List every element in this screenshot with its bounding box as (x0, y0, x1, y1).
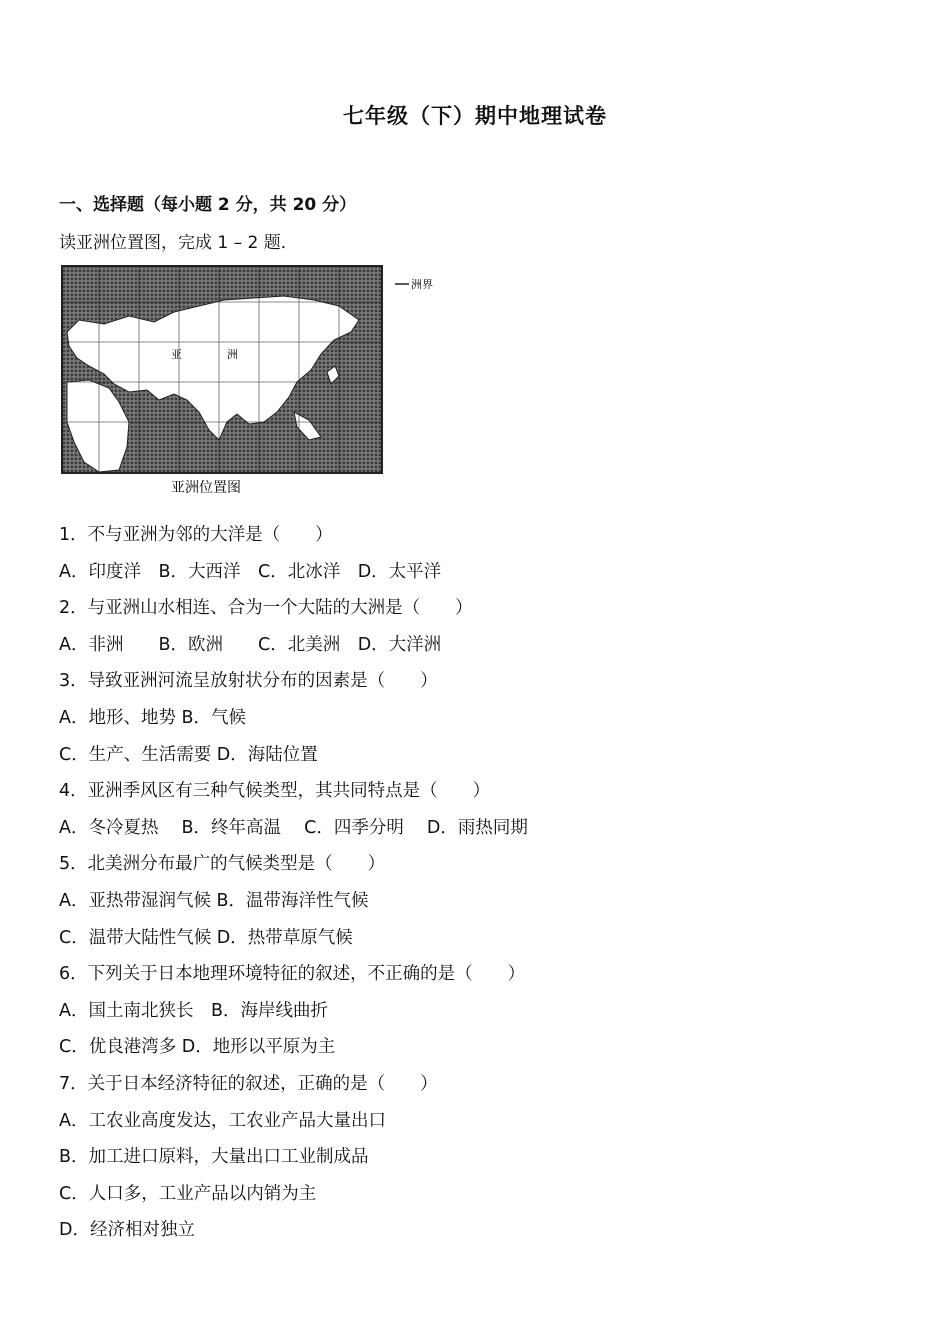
option-line: A．非洲 B．欧洲 C．北美洲 D．大洋洲 (59, 634, 442, 655)
question-line: 7．关于日本经济特征的叙述，正确的是（ ） (59, 1073, 438, 1094)
page-title: 七年级（下）期中地理试卷 (343, 104, 607, 128)
question-intro: 读亚洲位置图，完成 1 – 2 题． (59, 233, 298, 253)
option-line: A．亚热带湿润气候 B．温带海洋性气候 (59, 890, 369, 911)
option-line: C．生产、生活需要 D．海陆位置 (59, 744, 318, 765)
map-label-zhou: 洲 (227, 348, 238, 361)
option-line: D．经济相对独立 (59, 1220, 195, 1241)
option-line: A．地形、地势 B．气候 (59, 707, 247, 728)
section-heading: 一、选择题（每小题 2 分，共 20 分） (59, 195, 357, 215)
option-line: C．人口多，工业产品以内销为主 (59, 1183, 317, 1204)
option-line: A．印度洋 B．大西洋 C．北冰洋 D．太平洋 (59, 561, 442, 582)
question-line: 1．不与亚洲为邻的大洋是（ ） (59, 525, 333, 545)
question-line: 5．北美洲分布最广的气候类型是（ ） (59, 854, 386, 875)
asia-location-map (59, 262, 449, 500)
question-line: 2．与亚洲山水相连、合为一个大陆的大洲是（ ） (59, 598, 473, 619)
map-legend: 洲界 (411, 278, 433, 291)
option-line: B．加工进口原料，大量出口工业制成品 (59, 1147, 369, 1168)
map-caption: 亚洲位置图 (171, 480, 241, 496)
option-line: C．优良港湾多 D．地形以平原为主 (59, 1037, 336, 1058)
option-line: A．工农业高度发达，工农业产品大量出口 (59, 1110, 386, 1131)
question-line: 6．下列关于日本地理环境特征的叙述，不正确的是（ ） (59, 964, 526, 985)
question-list (59, 520, 899, 1252)
option-line: A．冬冷夏热 B．终年高温 C．四季分明 D．雨热同期 (59, 817, 528, 838)
option-line: A．国土南北狭长 B．海岸线曲折 (59, 1000, 328, 1021)
question-line: 3．导致亚洲河流呈放射状分布的因素是（ ） (59, 671, 438, 692)
map-label-ya: 亚 (171, 348, 182, 361)
option-line: C．温带大陆性气候 D．热带草原气候 (59, 927, 353, 948)
question-line: 4．亚洲季风区有三种气候类型，其共同特点是（ ） (59, 781, 491, 802)
